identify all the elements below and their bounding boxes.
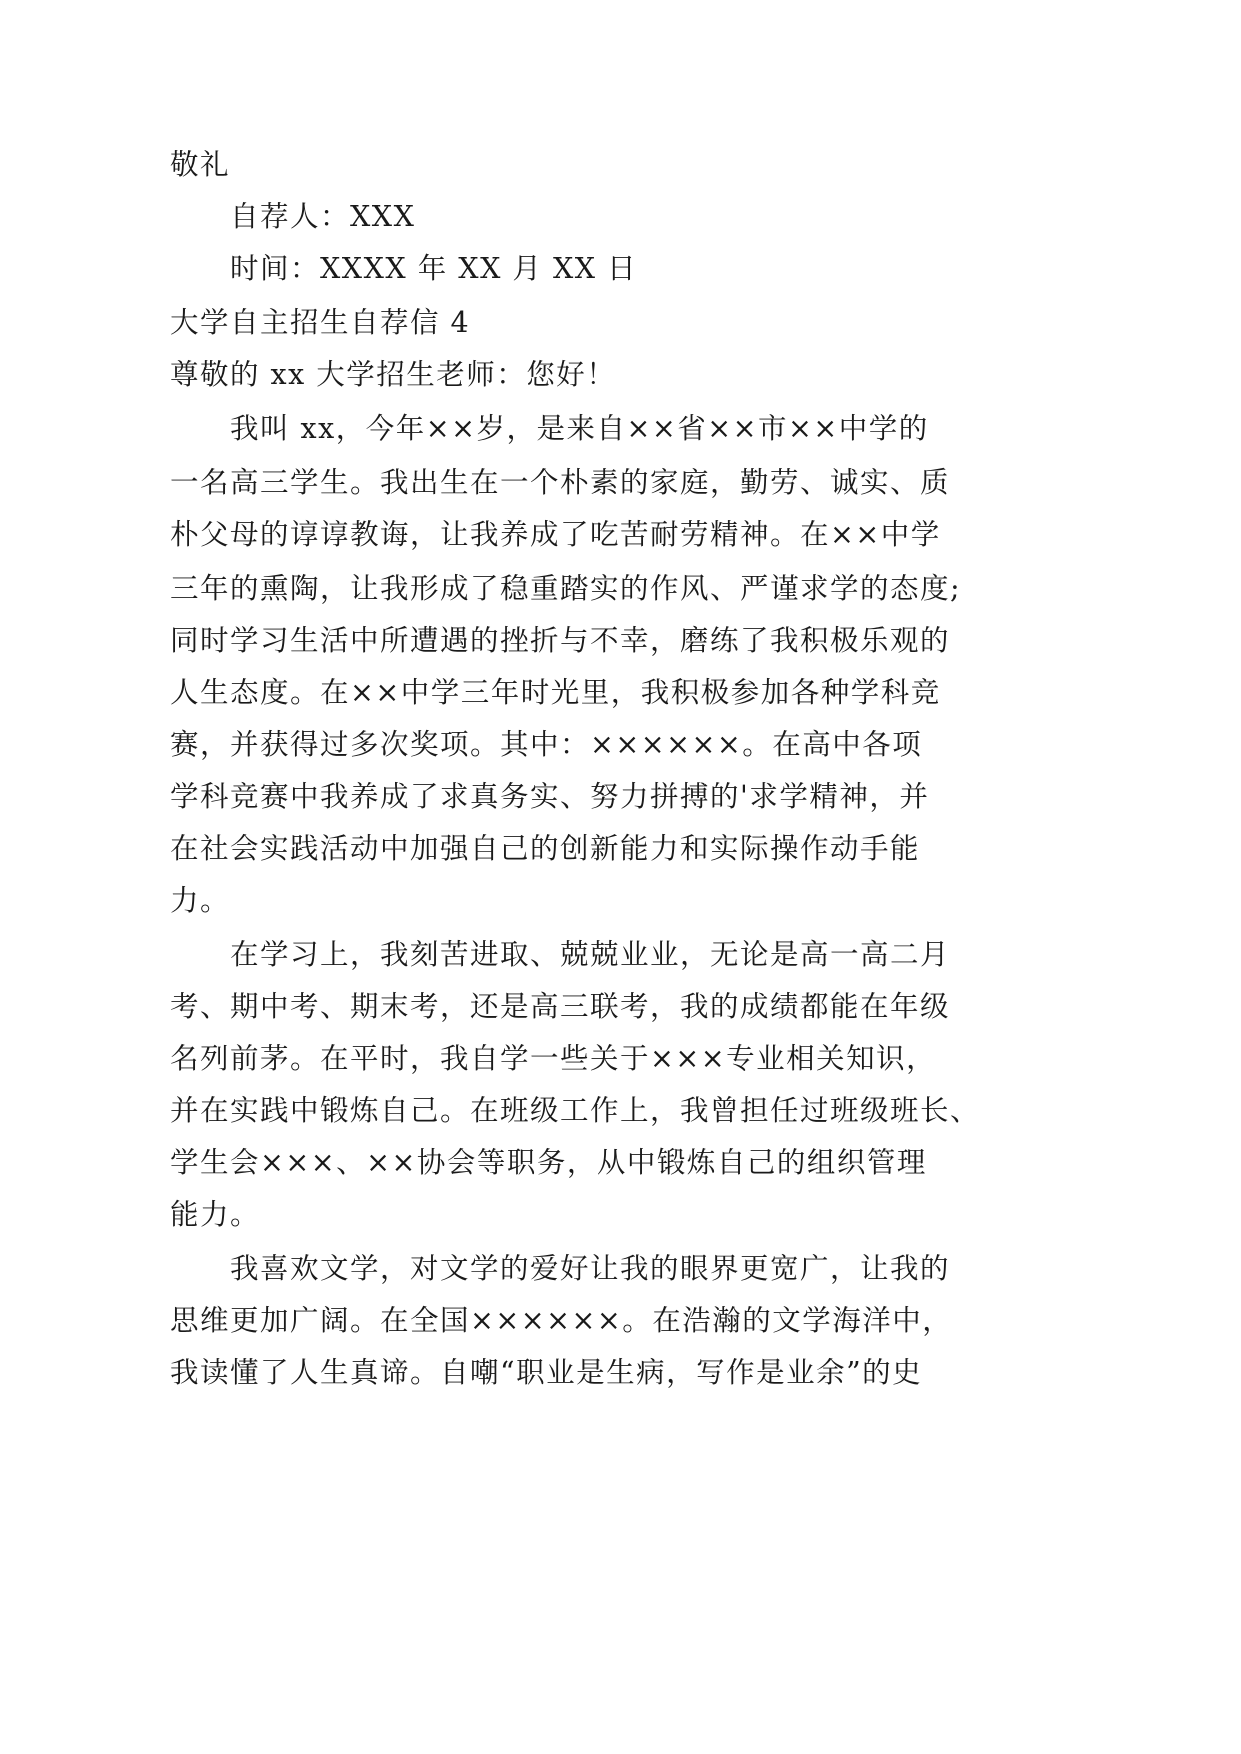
paragraph-line: 赛，并获得过多次奖项。其中：××××××。在高中各项 (170, 728, 923, 761)
paragraph-line: 并在实践中锻炼自己。在班级工作上，我曾担任过班级班长、 (170, 1094, 981, 1127)
paragraph-line: 三年的熏陶，让我形成了稳重踏实的作风、严谨求学的态度; (170, 572, 962, 605)
paragraph-line: 思维更加广阔。在全国××××××。在浩瀚的文学海洋中， (170, 1304, 953, 1337)
signer-line: 自荐人：XXX (230, 200, 416, 233)
paragraph-line: 能力。 (170, 1198, 261, 1231)
closing-salutation: 敬礼 (170, 148, 231, 181)
paragraph-line: 力。 (170, 884, 231, 917)
paragraph-line: 人生态度。在××中学三年时光里，我积极参加各种学科竞 (170, 676, 941, 709)
paragraph-line: 我读懂了人生真谛。自嘲“职业是生病，写作是业余”的史 (170, 1356, 923, 1389)
paragraph-line: 我叫 xx，今年××岁，是来自××省××市××中学的 (230, 412, 929, 445)
paragraph-line: 学科竞赛中我养成了求真务实、努力拼搏的'求学精神，并 (170, 780, 930, 813)
letter-title: 大学自主招生自荐信 4 (170, 306, 471, 339)
paragraph-line: 同时学习生活中所遭遇的挫折与不幸，磨练了我积极乐观的 (170, 624, 951, 657)
paragraph-line: 学生会×××、××协会等职务，从中锻炼自己的组织管理 (170, 1146, 927, 1179)
paragraph-line: 朴父母的谆谆教诲，让我养成了吃苦耐劳精神。在××中学 (170, 518, 941, 551)
paragraph-line: 我喜欢文学，对文学的爱好让我的眼界更宽广，让我的 (230, 1252, 951, 1285)
paragraph-line: 一名高三学生。我出生在一个朴素的家庭，勤劳、诚实、质 (170, 466, 951, 499)
paragraph-line: 在学习上，我刻苦进取、兢兢业业，无论是高一高二月 (230, 938, 951, 971)
date-line: 时间：XXXX 年 XX 月 XX 日 (230, 252, 638, 285)
paragraph-line: 名列前茅。在平时，我自学一些关于×××专业相关知识， (170, 1042, 937, 1075)
paragraph-line: 考、期中考、期末考，还是高三联考，我的成绩都能在年级 (170, 990, 951, 1023)
letter-greeting: 尊敬的 xx 大学招生老师：您好！ (170, 358, 617, 391)
paragraph-line: 在社会实践活动中加强自己的创新能力和实际操作动手能 (170, 832, 921, 865)
